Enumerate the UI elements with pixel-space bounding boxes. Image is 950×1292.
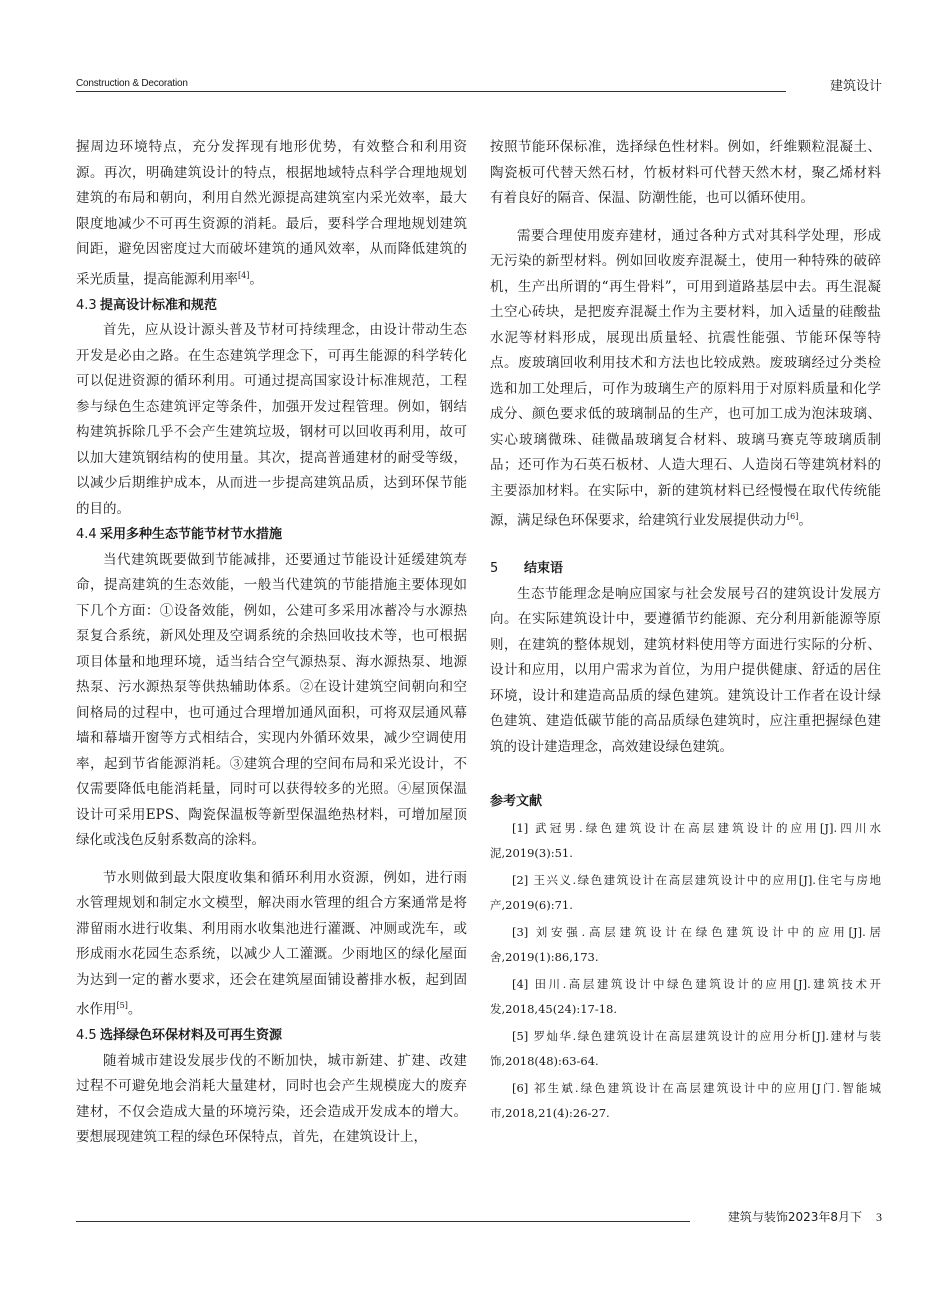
right-column (490, 135, 881, 1126)
section-heading-4-4: 4.4 采用多种生态节能节材节水措施 (76, 527, 283, 542)
header-rule (76, 91, 786, 92)
paragraph: 当代建筑既要做到节能减排，还要通过节能设计延缓建筑寿命，提高建筑的生态效能，一般当代建筑的节能措施主要体现如下几个方面：①设备效能，例如，公建可多采用冰蓄冷与水源热泵复合系统，新风处理及空调系统的余热回收技术等，也可根据项目体量和地理环境，适当结合空气源热泵、海水源热泵、地源热泵、污水源热泵等供热辅助体系。②在设计建筑空间朝向和空间格局的过程中，也可通过合理增加通风面积，可将双层通风幕墙和幕墙开窗等方式相结合，实现内外循环效果，减少空调使用率，起到节省能源消耗。③建筑合理的空间布局和采光设计，不仅需要降低电能消耗量，同时可以获得较多的光照。④屋顶保温设计可采用EPS、陶瓷保温板等新型保温绝热材料，可增加屋顶绿化或浅色反射系数高的涂料。 (76, 551, 467, 848)
running-header-section: 建筑设计 (829, 79, 882, 94)
journal-issue: 建筑与装饰2023年8月下 (727, 1210, 862, 1224)
reference-item: [2] 王兴义.绿色建筑设计在高层建筑设计中的应用[J].住宅与房地产,2019(6):71. (490, 873, 881, 912)
paragraph: 首先，应从设计源头普及节材可持续理念，由设计带动生态开发是必由之路。在生态建筑学理念下，可再生能源的科学转化可以促进资源的循环利用。可通过提高国家设计标准规范，工程参与绿色生态建筑评定等条件，加强开发过程管理。例如，钢结构建筑拆除几乎不会产生建筑垃圾，钢材可以回收再利用，故可以加大建筑钢结构的使用量。其次，提高普通建材的耐受等级，以减少后期维护成本，从而进一步提高建筑品质，达到环保节能的目的。 (76, 322, 467, 517)
footer (728, 1208, 882, 1225)
paragraph: 随着城市建设发展步伐的不断加快，城市新建、扩建、改建过程不可避免地会消耗大量建材，同时也会产生规模庞大的废弃建材，不仅会造成大量的环境污染，还会造成开发成本的增大。要想展现建筑工程的绿色环保特点，首先，在建筑设计上， (76, 1052, 467, 1145)
paragraph: 节水则做到最大限度收集和循环利用水资源，例如，进行雨水管理规划和制定水文模型，解决雨水管理的组合方案通常是将滞留雨水进行收集、利用雨水收集池进行灌溉、冲厕或洗车，或形成雨水花园生态系统，以减少人工灌溉。少雨地区的绿化屋面为达到一定的蓄水要求，还会在建筑屋面铺设蓄排水板，起到固水作用[5]。 (76, 869, 467, 1018)
paragraph: 按照节能环保标准，选择绿色性材料。例如，纤维颗粒混凝土、陶瓷板可代替天然石材，竹板材料可代替天然木材，聚乙烯材料有着良好的隔音、保温、防潮性能，也可以循环使用。 (490, 139, 881, 206)
citation[interactable]: [5] (116, 1001, 128, 1010)
citation[interactable]: [4] (238, 270, 250, 280)
references-title: 参考文献 (490, 794, 543, 809)
section-heading-4-5: 4.5 选择绿色环保材料及可再生资源 (76, 1028, 283, 1043)
page-number: 3 (876, 1210, 882, 1224)
section-heading-4-3: 4.3 提高设计标准和规范 (76, 297, 218, 313)
paragraph: 需要合理使用废弃建材，通过各种方式对其科学处理，形成无污染的新型材料。例如回收废弃混凝土，使用一种特殊的破碎机，生产出所谓的“再生骨料”，可用到道路基层中去。再生混凝土空心砖块，是把废弃混凝土作为主要材料，加入适量的硅酸盐水泥等材料形成，展现出质量轻、抗震性能强、节能环保等特点。废玻璃回收利用技术和方法也比较成熟。废玻璃经过分类检选和加工处理后，可作为玻璃生产的原料用于对原料质量和化学成分、颜色要求低的玻璃制品的生产，也可加工成为泡沫玻璃、实心玻璃微珠、硅微晶玻璃复合材料、玻璃马赛克等玻璃质制品；还可作为石英石板材、人造大理石、人造岗石等建筑材料的主要添加材料。在实际中，新的建筑材料已经慢慢在取代传统能源，满足绿色环保要求，给建筑行业发展提供动力[6]。 (490, 227, 881, 529)
reference-item: [1] 武冠男.绿色建筑设计在高层建筑设计的应用[J].四川水泥,2019(3):51. (490, 821, 881, 860)
running-header-english: Construction & Decoration (76, 78, 188, 89)
reference-item: [3] 刘安强.高层建筑设计在绿色建筑设计中的应用[J].居舍,2019(1):86,173. (490, 925, 881, 964)
citation[interactable]: [6] (787, 512, 799, 521)
reference-item: [4] 田川.高层建筑设计中绿色建筑设计的应用[J].建筑技术开发,2018,45(24):17-18. (490, 977, 881, 1016)
footer-rule (76, 1221, 690, 1222)
paragraph: 生态节能理念是响应国家与社会发展号召的建筑设计发展方向。在实际建筑设计中，要遵循节约能源、充分利用新能源等原则，在建筑的整体规划，建筑材料使用等方面进行实际的分析、设计和应用，以用户需求为首位，为用户提供健康、舒适的居住环境，设计和建造高品质的绿色建筑。建筑设计工作者在设计绿色建筑、建造低碳节能的高品质绿色建筑时，应注重把握绿色建筑的设计建造理念，高效建设绿色建筑。 (490, 585, 881, 755)
section-heading-5: 5 结束语 (490, 561, 564, 576)
paragraph: 握周边环境特点，充分发挥现有地形优势，有效整合和利用资源。再次，明确建筑设计的特点，根据地域特点科学合理地规划建筑的布局和朝向，利用自然光源提高建筑室内采光效率，最大限度地减少不可再生资源的消耗。最后，要科学合理地规划建筑间距，避免因密度过大而破坏建筑的通风效率，从而降低建筑的采光质量，提高能源利用率[4]。 (76, 139, 467, 287)
left-column (76, 135, 467, 1151)
reference-item: [5] 罗灿华.绿色建筑设计在高层建筑设计的应用分析[J].建材与装饰,2018(48):63-64. (490, 1029, 881, 1068)
reference-item: [6] 祁生斌.绿色建筑设计在高层建筑设计中的应用[J门.智能城市,2018,21(4):26-27. (490, 1081, 881, 1120)
